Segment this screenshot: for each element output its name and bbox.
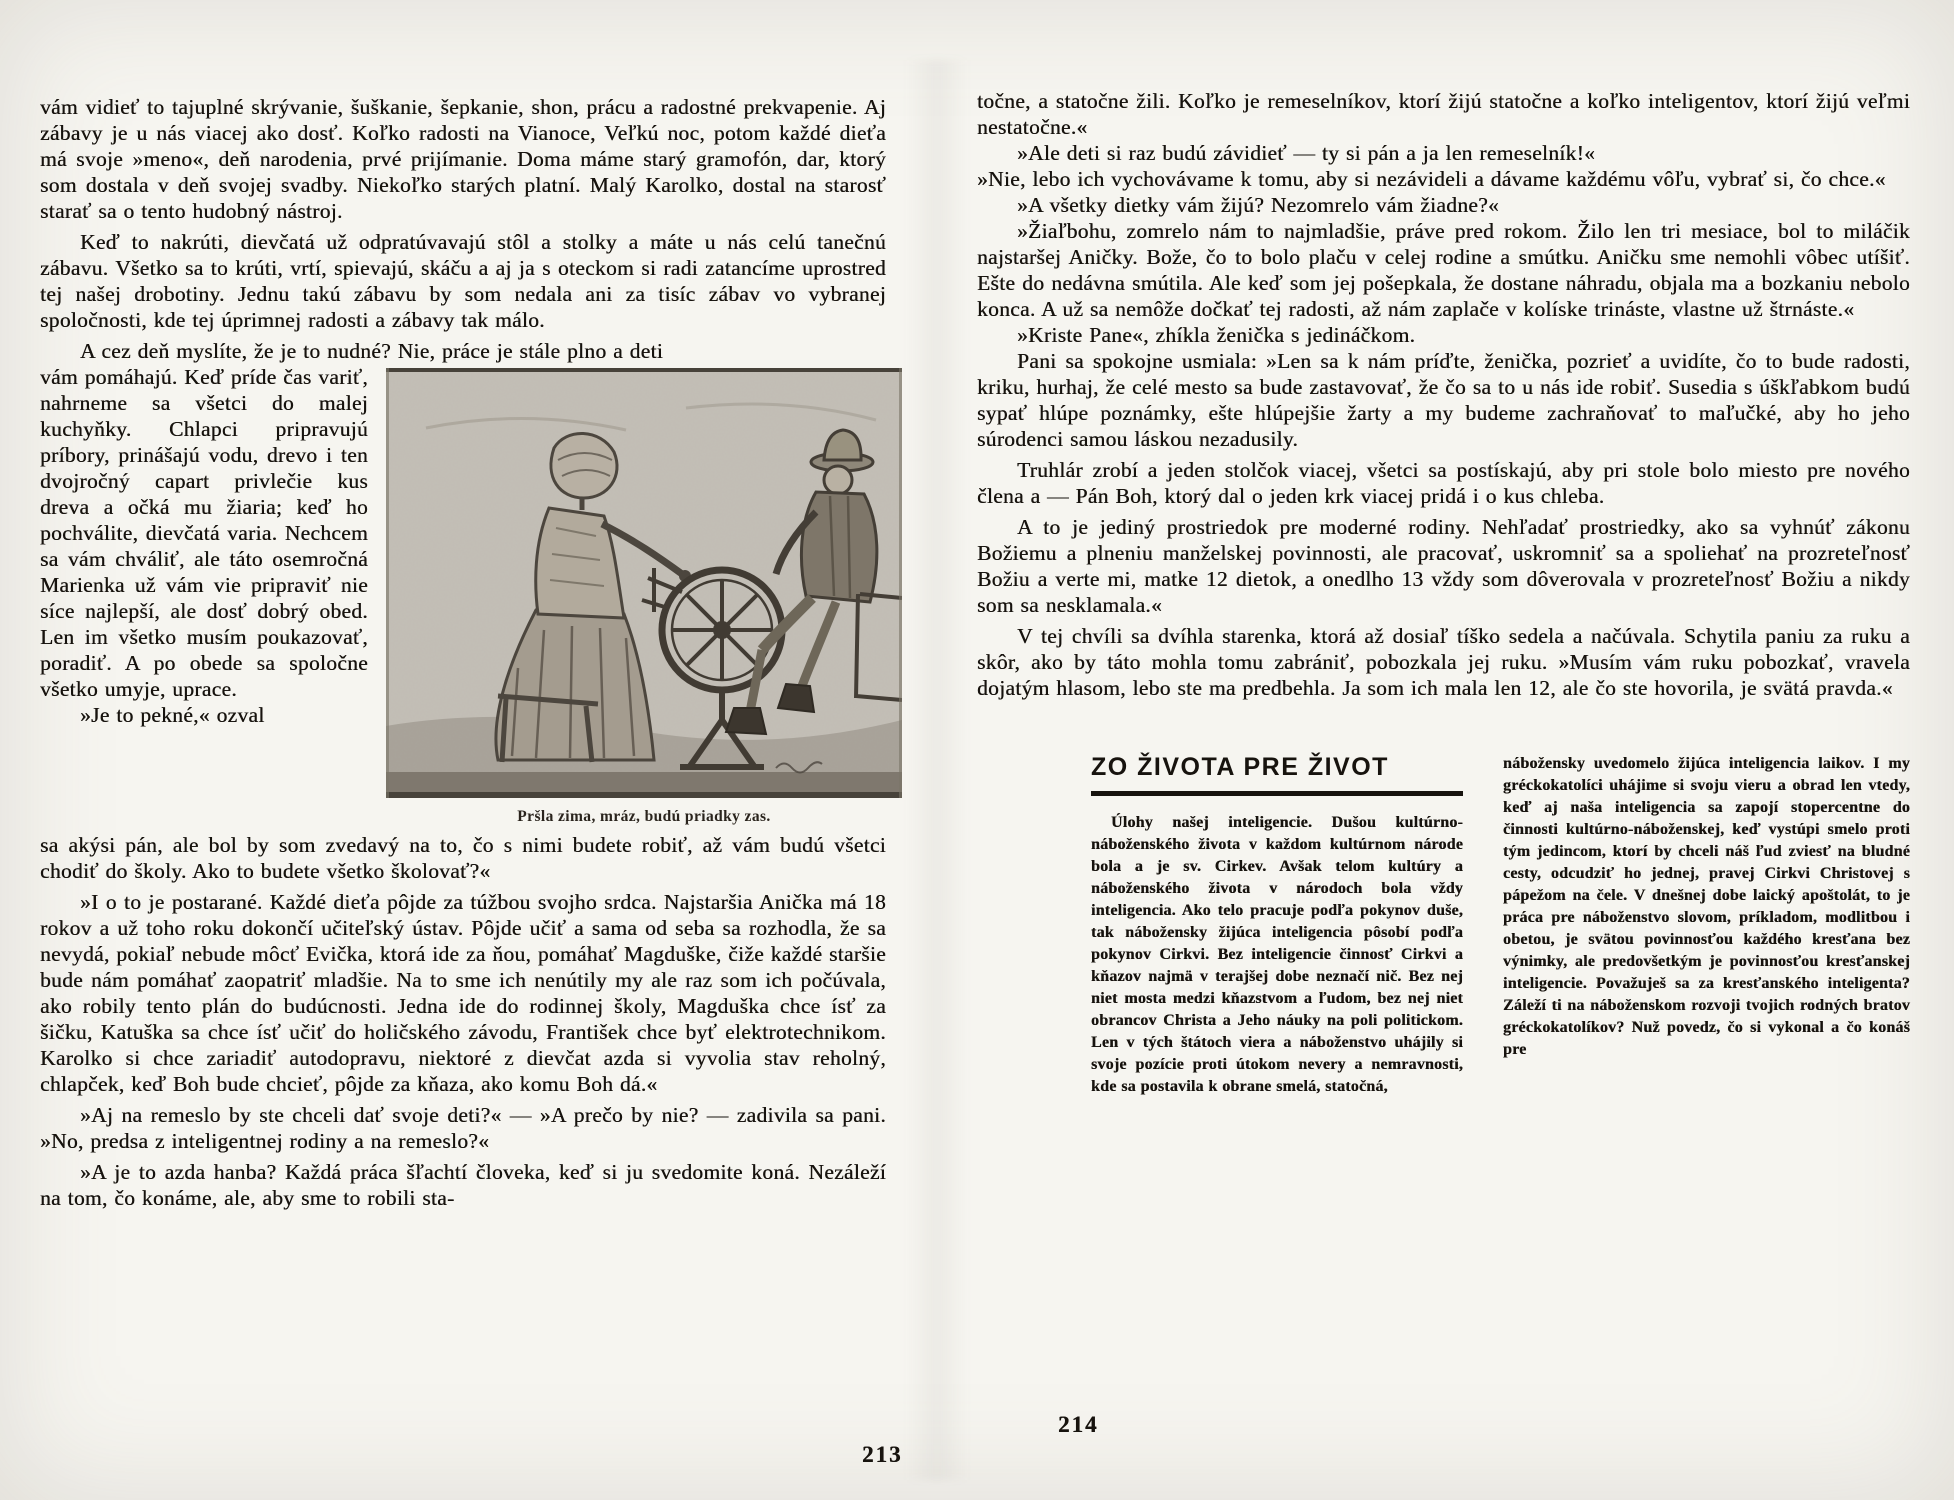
left-paragraph-6: »Aj na remeslo by ste chceli dať svoje deti?« — »A prečo by nie? — zadivila sa pani. »No, predsa z inteligentnej rodiny a na remeslo?« <box>40 1103 886 1153</box>
left-paragraph-4-lead: »Je to pekné,« ozval <box>80 703 265 727</box>
right-paragraph-4: »A všetky dietky vám žijú? Nezomrelo vám žiadne?« <box>1017 193 1500 217</box>
left-paragraph-3-intro: A cez deň myslíte, že je to nudné? Nie, práce je stále plno a deti <box>80 339 664 363</box>
figure-caption: Pršla zima, mráz, budú priadky zas. <box>517 808 771 825</box>
left-paragraph-4-rest: sa akýsi pán, ale bol by som zvedavý na to, čo s nimi budete robiť, až vám budú všetci chodiť do školy. Ako to budete všetko školovať?« <box>40 833 886 883</box>
section-column-1-body: Dušou kultúrno-náboženského života v každom kultúrnom národe bola a je sv. Cirkev. Avšak telom kultúry a náboženského života v národoch bola vždy inteligencia. Ako telo pracuje podľa pokynov duše, tak nábožensky žijúca inteligencia pôsobí podľa pokynov Cirkvi. Bez inteligencie činnosť Cirkvi a kňazov najmä v terajšej dobe neznačí nič. Bez nej niet mosta medzi kňazstvom a ľudom, bez nej niet obrancov Christa a Jeho náuky na poli politickom. Len v tých štátoch viera a náboženstvo uhájily si svoje pozície proti útokom nevery a nemravnosti, kde sa postavila k obrane smelá, statočná, <box>1091 814 1464 1095</box>
section-column-1 <box>1091 753 1463 1098</box>
right-paragraph-1: točne, a statočne žili. Koľko je remeselníkov, ktorí žijú statočne a koľko inteligentov, ktorí žijú veľmi nestatočne.« <box>977 89 1910 139</box>
right-paragraph-8: Truhlár zrobí a jeden stolčok viacej, všetci sa postískajú, aby pri stole bolo miesto pre nového člena a — Pán Boh, ktorý dal o jeden krk viacej pridá i o kus chleba. <box>977 458 1910 508</box>
right-paragraph-3: »Nie, lebo ich vychovávame k tomu, aby si nezávideli a dávame každému vôľu, vybrať si, čo chce.« <box>977 167 1886 191</box>
text-wrap-zone <box>40 364 886 825</box>
left-paragraph-7: »A je to azda hanba? Každá práca šľachtí človeka, keď si ju svedomite koná. Nezáleží na tom, čo konáme, ale, aby sme to robili sta- <box>40 1160 886 1210</box>
section-column-2-text: nábožensky uvedomelo žijúca inteligencia laikov. I my gréckokatolíci uhájime si svoju vieru a obrad len vtedy, keď aj naša inteligencia sa zapojí stopercentne do činnosti kultúrno-náboženskej, keď vystúpi smelo proti tým jedincom, ktorí by chceli náš ľud zviesť na bludné cesty, odcudziť ho jednej, pravej Cirkvi Christovej s pápežom na čele. V dnešnej dobe laický apoštolát, to je práca pre náboženstvo slovom, príkladom, modlitbou i obetou, je svätou povinnosťou každého kresťana bez výnimky, ale predovšetkým je povinnosťou kresťanskej inteligencie. Považuješ sa za kresťanského inteligenta? Záleží ti na náboženskom rozvoji tvojich rodných bratov gréckokatolíkov? Nuž povedz, čo si vykonal a čo konáš pre <box>1503 755 1910 1058</box>
right-paragraph-5: »Žiaľbohu, zomrelo nám to najmladšie, práve pred rokom. Žilo len tri mesiace, bol to miláčik najstaršej Aničky. Bože, čo to bolo plaču v celej rodine a smútku. Aničku sme nemohli vôbec utíšiť. Ešte do nedávna smútila. Ale keď som jej pošepkala, že dostane náhradu, objala ma a bozkaniu nebolo konca. A už sa nemôže dočkať tej radosti, až nám zaplače v kolíske trináste, vlastne už štrnáste.« <box>977 219 1910 321</box>
page-gutter-shadow <box>905 60 969 1480</box>
section-run-in-heading: Úlohy našej inteligencie. <box>1111 814 1313 831</box>
left-paragraph-1: vám vidieť to tajuplné skrývanie, šuškanie, šepkanie, shon, prácu a radostné prekvapenie. Aj zábavy je u nás viacej ako dosť. Koľko radosti na Vianoce, Veľkú noc, potom každé dieťa má svoje »meno«, deň narodenia, prvé prijímanie. Doma máme starý gramofón, dar, ktorý som dostala v deň svojej svadby. Niekoľko starých platní. Malý Karolko, dostal na starosť starať sa o tento hudobný nástroj. <box>40 95 886 223</box>
right-paragraph-2: »Ale deti si raz budú závidieť — ty si pán a ja len remeselník!« <box>1017 141 1596 165</box>
right-paragraph-6: »Kriste Pane«, zhíkla ženička s jedináčkom. <box>1017 323 1416 347</box>
left-page <box>40 94 886 1211</box>
section-title: ZO ŽIVOTA PRE ŽIVOT <box>1091 753 1463 796</box>
zo-zivota-section <box>1091 753 1910 1098</box>
spinning-wheel-drawing <box>386 368 902 798</box>
section-column-1-text <box>1091 812 1463 1098</box>
page-number-right: 214 <box>1058 1412 1099 1437</box>
section-column-2 <box>1503 753 1910 1098</box>
right-paragraph-9: A to je jediný prostriedok pre moderné rodiny. Nehľadať prostriedky, ako sa vyhnúť zákonu Božiemu a plneniu manželskej povinnosti, ale pracovať, uskromniť sa a spoliehať na prozreteľnosť Božiu a verte mi, matke 12 dietok, a onedlho 13 vždy som dôverovala v prozreteľnosť Božiu a nikdy som sa nesklamala.« <box>977 515 1910 617</box>
left-paragraph-2: Keď to nakrúti, dievčatá už odpratúvavajú stôl a stolky a máte u nás celú tanečnú zábavu. Všetko sa to krúti, vrtí, spievajú, skáču a aj ja s oteckom si radi zatancíme uprostred tej našej drobotiny. Jednu takú zábavu by som nedala ani za tisíc zábav vo vybranej spoločnosti, kde tej úprimnej radosti a zábavy tak málo. <box>40 230 886 332</box>
left-paragraph-5: »I o to je postarané. Každé dieťa pôjde za túžbou svojho srdca. Najstaršia Anička má 18 rokov a už toho roku dokončí učiteľský ústav. Pôjde učiť a sama od seba sa rozhodla, že sa nevydá, pokiaľ nebude môcť Evička, ktorá ide za ňou, pomáhať Magduške, čiže každé staršie bude nám pomáhať zaopatriť mladšie. Na to sme ich nenútily my ale raz som ich počúvala, ako robily tento plán do budúcnosti. Jedna ide do rodinnej školy, Magduška chce ísť za šičku, Katuška sa chce ísť učiť do holičského závodu, František chce byť elektrotechnikom. Karolko si chce zariadiť autodopravu, niektoré z dievčat azda si vyvolia stav reholný, chlapček, keď Boh bude chcieť, pôjde za kňaza, ako komu Boh dá.« <box>40 890 886 1096</box>
left-paragraph-3-wrapped: vám pomáhajú. Keď príde čas variť, nahrneme sa všetci do malej kuchyňky. Chlapci pripravujú príbory, prinášajú vodu, drevo i ten dvojročný capart privlečie kus dreva a očká mu žiaria; keď ho pochválite, dievčatá varia. Nechcem sa vám chváliť, ale táto osemročná Marienka už vám vie pripraviť nie síce najlepší, ale dosť dobrý obed. Len im všetko musím poukazovať, poradiť. A po obede sa spoločne všetko umyje, uprace. <box>40 365 368 701</box>
page-number-left: 213 <box>862 1442 903 1467</box>
right-paragraph-10: V tej chvíli sa dvíhla starenka, ktorá až dosiaľ tíško sedela a načúvala. Schytila paniu za ruku a skôr, ako by táto mohla tomu zabrániť, pobozkala jej ruku. »Musím vám ruku pobozkať, vravela dojatým hlasom, lebo ste ma predbehla. Ja som ich mala len 12, ale čo ste hovorila, je svätá pravda.« <box>977 624 1910 700</box>
right-paragraph-7: Pani sa spokojne usmiala: »Len sa k nám príďte, ženička, pozrieť a uvidíte, čo to bude radosti, kriku, hurhaj, že celé mesto sa bude zastavovať, že čo sa to u nás ide robiť. Susedia s úškľabkom budú sypať hlúpe poznámky, ešte hlúpejšie žarty a my budeme zachraňovať to maľučké, aby ho jeho súrodenci samou láskou nezadusily. <box>977 349 1910 451</box>
right-page <box>977 88 1910 1098</box>
spinning-wheel-illustration <box>386 368 902 826</box>
